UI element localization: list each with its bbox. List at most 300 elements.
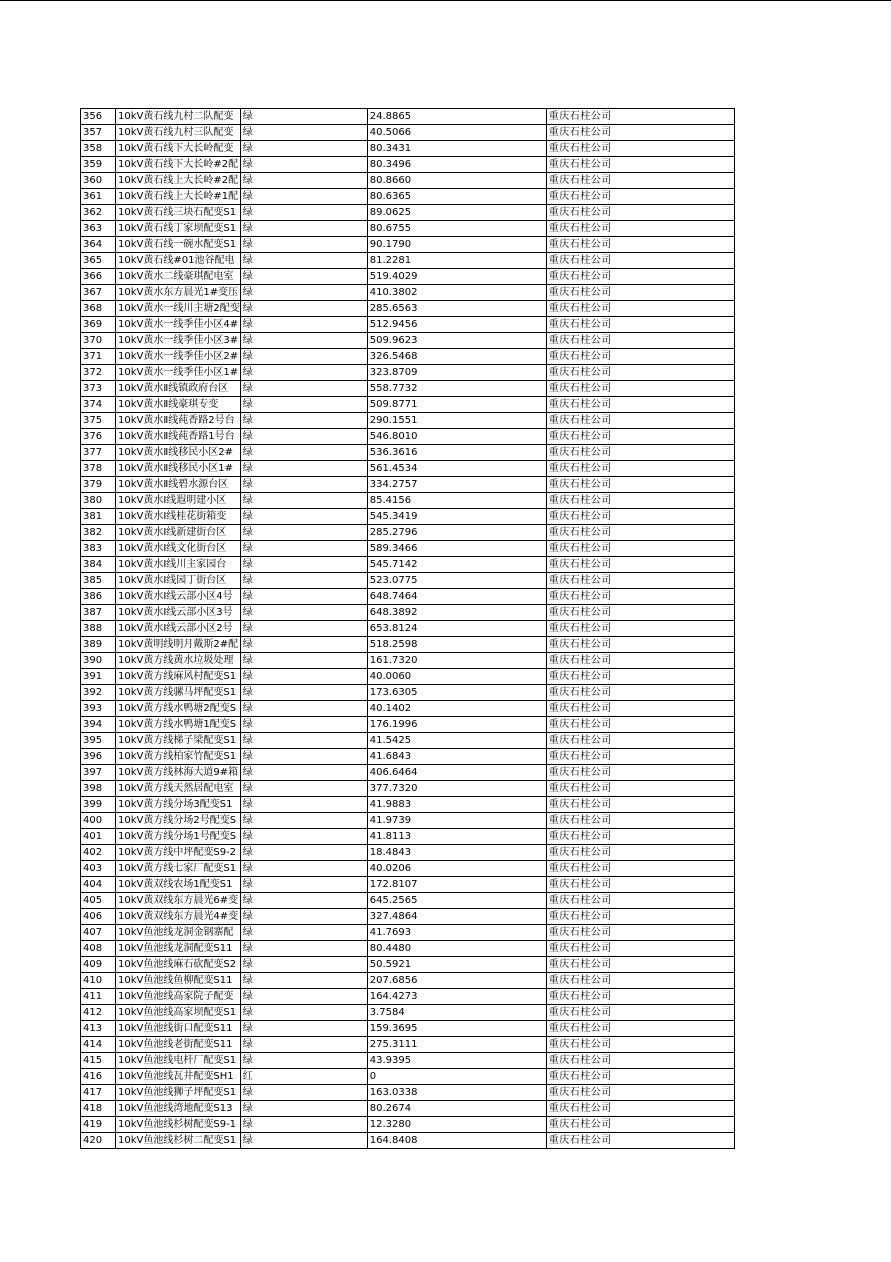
company-cell: 重庆石柱公司	[546, 253, 734, 269]
feeder-name-cell: 10kV黄水Ⅰ线园丁街台区	[116, 573, 241, 589]
value-cell: 50.5921	[367, 957, 546, 973]
status-cell: 绿	[240, 477, 367, 493]
row-number-cell: 387	[81, 605, 116, 621]
feeder-name-cell: 10kV黄石线下大长岭#2配	[116, 157, 241, 173]
value-cell: 164.8408	[367, 1133, 546, 1149]
company-cell: 重庆石柱公司	[546, 653, 734, 669]
value-cell: 512.9456	[367, 317, 546, 333]
row-number-cell: 407	[81, 925, 116, 941]
row-number-cell: 394	[81, 717, 116, 733]
company-cell: 重庆石柱公司	[546, 701, 734, 717]
feeder-name-cell: 10kV黄石线一碗水配变S1	[116, 237, 241, 253]
table-row	[81, 381, 735, 397]
value-cell: 519.4029	[367, 269, 546, 285]
table-row	[81, 397, 735, 413]
company-cell: 重庆石柱公司	[546, 477, 734, 493]
value-cell: 545.3419	[367, 509, 546, 525]
company-cell: 重庆石柱公司	[546, 285, 734, 301]
row-number-cell: 411	[81, 989, 116, 1005]
feeder-name-cell: 10kV鱼池线狮子坪配变S1	[116, 1085, 241, 1101]
feeder-name-cell: 10kV黄方线中坪配变S9-2	[116, 845, 241, 861]
company-cell: 重庆石柱公司	[546, 1021, 734, 1037]
company-cell: 重庆石柱公司	[546, 605, 734, 621]
row-number-cell: 396	[81, 749, 116, 765]
feeder-name-cell: 10kV黄双线东方晨光4#变	[116, 909, 241, 925]
feeder-name-cell: 10kV黄水Ⅱ线移民小区1#	[116, 461, 241, 477]
row-number-cell: 403	[81, 861, 116, 877]
row-number-cell: 416	[81, 1069, 116, 1085]
row-number-cell: 378	[81, 461, 116, 477]
feeder-name-cell: 10kV鱼池线电杆厂配变S1	[116, 1053, 241, 1069]
table-row	[81, 445, 735, 461]
value-cell: 561.4534	[367, 461, 546, 477]
value-cell: 173.6305	[367, 685, 546, 701]
value-cell: 377.7320	[367, 781, 546, 797]
status-cell: 绿	[240, 797, 367, 813]
row-number-cell: 381	[81, 509, 116, 525]
value-cell: 648.7464	[367, 589, 546, 605]
value-cell: 334.2757	[367, 477, 546, 493]
company-cell: 重庆石柱公司	[546, 845, 734, 861]
company-cell: 重庆石柱公司	[546, 813, 734, 829]
value-cell: 80.2674	[367, 1101, 546, 1117]
status-cell: 绿	[240, 813, 367, 829]
company-cell: 重庆石柱公司	[546, 925, 734, 941]
row-number-cell: 372	[81, 365, 116, 381]
table-row	[81, 749, 735, 765]
table-row	[81, 637, 735, 653]
value-cell: 18.4843	[367, 845, 546, 861]
feeder-name-cell: 10kV鱼池线瓦井配变SH1	[116, 1069, 241, 1085]
row-number-cell: 358	[81, 141, 116, 157]
company-cell: 重庆石柱公司	[546, 125, 734, 141]
row-number-cell: 370	[81, 333, 116, 349]
row-number-cell: 375	[81, 413, 116, 429]
status-cell: 绿	[240, 1021, 367, 1037]
value-cell: 323.8709	[367, 365, 546, 381]
feeder-name-cell: 10kV黄水一线季佳小区2#	[116, 349, 241, 365]
table-row	[81, 557, 735, 573]
company-cell: 重庆石柱公司	[546, 349, 734, 365]
value-cell: 159.3695	[367, 1021, 546, 1037]
status-cell: 绿	[240, 525, 367, 541]
feeder-name-cell: 10kV黄水一线川主塘2配变	[116, 301, 241, 317]
feeder-name-cell: 10kV鱼池线龙洞配变S11	[116, 941, 241, 957]
table-row	[81, 477, 735, 493]
value-cell: 80.6755	[367, 221, 546, 237]
row-number-cell: 359	[81, 157, 116, 173]
value-cell: 24.8865	[367, 109, 546, 125]
row-number-cell: 408	[81, 941, 116, 957]
table-row	[81, 413, 735, 429]
table-row	[81, 717, 735, 733]
row-number-cell: 365	[81, 253, 116, 269]
status-cell: 绿	[240, 573, 367, 589]
row-number-cell: 391	[81, 669, 116, 685]
value-cell: 207.6856	[367, 973, 546, 989]
feeder-name-cell: 10kV黄石线九村二队配变	[116, 109, 241, 125]
feeder-name-cell: 10kV黄石线丁家坝配变S1	[116, 221, 241, 237]
table-row	[81, 573, 735, 589]
row-number-cell: 390	[81, 653, 116, 669]
table-row	[81, 1133, 735, 1149]
company-cell: 重庆石柱公司	[546, 141, 734, 157]
status-cell: 绿	[240, 621, 367, 637]
value-cell: 43.9395	[367, 1053, 546, 1069]
company-cell: 重庆石柱公司	[546, 1069, 734, 1085]
value-cell: 80.4480	[367, 941, 546, 957]
status-cell: 绿	[240, 989, 367, 1005]
status-cell: 绿	[240, 973, 367, 989]
feeder-name-cell: 10kV鱼池线杉树配变S9-1	[116, 1117, 241, 1133]
company-cell: 重庆石柱公司	[546, 685, 734, 701]
feeder-name-cell: 10kV黄水Ⅱ线碧水源台区	[116, 477, 241, 493]
row-number-cell: 412	[81, 1005, 116, 1021]
row-number-cell: 360	[81, 173, 116, 189]
status-cell: 绿	[240, 845, 367, 861]
row-number-cell: 364	[81, 237, 116, 253]
company-cell: 重庆石柱公司	[546, 461, 734, 477]
value-cell: 176.1996	[367, 717, 546, 733]
value-cell: 327.4864	[367, 909, 546, 925]
feeder-name-cell: 10kV鱼池线鱼柳配变S11	[116, 973, 241, 989]
row-number-cell: 363	[81, 221, 116, 237]
value-cell: 164.4273	[367, 989, 546, 1005]
status-cell: 绿	[240, 749, 367, 765]
table-row	[81, 845, 735, 861]
status-cell: 绿	[240, 605, 367, 621]
value-cell: 648.3892	[367, 605, 546, 621]
company-cell: 重庆石柱公司	[546, 1101, 734, 1117]
feeder-name-cell: 10kV黄方线柏家竹配变S1	[116, 749, 241, 765]
row-number-cell: 402	[81, 845, 116, 861]
status-cell: 绿	[240, 237, 367, 253]
company-cell: 重庆石柱公司	[546, 429, 734, 445]
company-cell: 重庆石柱公司	[546, 1053, 734, 1069]
value-cell: 509.8771	[367, 397, 546, 413]
feeder-name-cell: 10kV鱼池线高家院子配变	[116, 989, 241, 1005]
value-cell: 0	[367, 1069, 546, 1085]
feeder-name-cell: 10kV黄方线林海大道9#箱	[116, 765, 241, 781]
row-number-cell: 380	[81, 493, 116, 509]
value-cell: 40.0060	[367, 669, 546, 685]
company-cell: 重庆石柱公司	[546, 877, 734, 893]
feeder-name-cell: 10kV黄方线分场1号配变S	[116, 829, 241, 845]
row-number-cell: 376	[81, 429, 116, 445]
table-row	[81, 269, 735, 285]
feeder-name-cell: 10kV黄水Ⅱ线豪琪专变	[116, 397, 241, 413]
value-cell: 12.3280	[367, 1117, 546, 1133]
feeder-name-cell: 10kV黄水Ⅰ线遐明建小区	[116, 493, 241, 509]
row-number-cell: 419	[81, 1117, 116, 1133]
feeder-name-cell: 10kV黄水Ⅱ线移民小区2#	[116, 445, 241, 461]
status-cell: 绿	[240, 1037, 367, 1053]
company-cell: 重庆石柱公司	[546, 333, 734, 349]
status-cell: 绿	[240, 413, 367, 429]
feeder-name-cell: 10kV黄方线黄水垃圾处理	[116, 653, 241, 669]
value-cell: 41.5425	[367, 733, 546, 749]
feeder-name-cell: 10kV黄方线分场2号配变S	[116, 813, 241, 829]
value-cell: 41.9739	[367, 813, 546, 829]
value-cell: 290.1551	[367, 413, 546, 429]
status-cell: 绿	[240, 909, 367, 925]
company-cell: 重庆石柱公司	[546, 957, 734, 973]
value-cell: 545.7142	[367, 557, 546, 573]
company-cell: 重庆石柱公司	[546, 909, 734, 925]
status-cell: 绿	[240, 1117, 367, 1133]
row-number-cell: 389	[81, 637, 116, 653]
company-cell: 重庆石柱公司	[546, 749, 734, 765]
status-cell: 绿	[240, 1085, 367, 1101]
feeder-name-cell: 10kV黄石线上大长岭#2配	[116, 173, 241, 189]
status-cell: 绿	[240, 333, 367, 349]
table-row	[81, 173, 735, 189]
table-row	[81, 141, 735, 157]
table-row	[81, 237, 735, 253]
feeder-name-cell: 10kV黄水Ⅰ线川主家园台	[116, 557, 241, 573]
status-cell: 绿	[240, 733, 367, 749]
row-number-cell: 405	[81, 893, 116, 909]
table-row	[81, 813, 735, 829]
value-cell: 40.1402	[367, 701, 546, 717]
value-cell: 41.7693	[367, 925, 546, 941]
row-number-cell: 377	[81, 445, 116, 461]
table-row	[81, 973, 735, 989]
company-cell: 重庆石柱公司	[546, 1005, 734, 1021]
status-cell: 绿	[240, 253, 367, 269]
feeder-name-cell: 10kV黄方线梯子梁配变S1	[116, 733, 241, 749]
table-row	[81, 653, 735, 669]
feeder-name-cell: 10kV黄水Ⅰ线文化街台区	[116, 541, 241, 557]
table-row	[81, 797, 735, 813]
company-cell: 重庆石柱公司	[546, 541, 734, 557]
row-number-cell: 392	[81, 685, 116, 701]
company-cell: 重庆石柱公司	[546, 413, 734, 429]
feeder-name-cell: 10kV黄水二线豪琪配电室	[116, 269, 241, 285]
status-cell: 绿	[240, 925, 367, 941]
feeder-name-cell: 10kV黄方线水鸭塘1配变S	[116, 717, 241, 733]
value-cell: 80.6365	[367, 189, 546, 205]
value-cell: 80.3431	[367, 141, 546, 157]
value-cell: 85.4156	[367, 493, 546, 509]
feeder-name-cell: 10kV黄水一线季佳小区1#	[116, 365, 241, 381]
table-row	[81, 1021, 735, 1037]
table-row	[81, 605, 735, 621]
value-cell: 589.3466	[367, 541, 546, 557]
status-cell: 绿	[240, 285, 367, 301]
value-cell: 653.8124	[367, 621, 546, 637]
status-cell: 绿	[240, 637, 367, 653]
status-cell: 绿	[240, 445, 367, 461]
company-cell: 重庆石柱公司	[546, 381, 734, 397]
row-number-cell: 382	[81, 525, 116, 541]
status-cell: 绿	[240, 349, 367, 365]
feeder-name-cell: 10kV黄双线东方晨光6#变	[116, 893, 241, 909]
feeder-name-cell: 10kV鱼池线高家坝配变S1	[116, 1005, 241, 1021]
status-cell: 绿	[240, 189, 367, 205]
value-cell: 41.9883	[367, 797, 546, 813]
company-cell: 重庆石柱公司	[546, 509, 734, 525]
company-cell: 重庆石柱公司	[546, 493, 734, 509]
feeder-name-cell: 10kV黄双线农场1配变S1	[116, 877, 241, 893]
value-cell: 90.1790	[367, 237, 546, 253]
value-cell: 3.7584	[367, 1005, 546, 1021]
value-cell: 523.0775	[367, 573, 546, 589]
company-cell: 重庆石柱公司	[546, 189, 734, 205]
row-number-cell: 409	[81, 957, 116, 973]
status-cell: 绿	[240, 557, 367, 573]
value-cell: 275.3111	[367, 1037, 546, 1053]
table-row	[81, 1053, 735, 1069]
value-cell: 558.7732	[367, 381, 546, 397]
status-cell: 绿	[240, 109, 367, 125]
company-cell: 重庆石柱公司	[546, 717, 734, 733]
status-cell: 绿	[240, 765, 367, 781]
status-cell: 绿	[240, 301, 367, 317]
table-row	[81, 909, 735, 925]
row-number-cell: 414	[81, 1037, 116, 1053]
status-cell: 绿	[240, 701, 367, 717]
status-cell: 红	[240, 1069, 367, 1085]
status-cell: 绿	[240, 589, 367, 605]
feeder-name-cell: 10kV黄水Ⅰ线新建街台区	[116, 525, 241, 541]
feeder-name-cell: 10kV黄方线骡马坪配变S1	[116, 685, 241, 701]
status-cell: 绿	[240, 397, 367, 413]
company-cell: 重庆石柱公司	[546, 365, 734, 381]
table-row	[81, 1005, 735, 1021]
table-row	[81, 877, 735, 893]
row-number-cell: 385	[81, 573, 116, 589]
company-cell: 重庆石柱公司	[546, 893, 734, 909]
value-cell: 80.3496	[367, 157, 546, 173]
row-number-cell: 395	[81, 733, 116, 749]
company-cell: 重庆石柱公司	[546, 445, 734, 461]
row-number-cell: 357	[81, 125, 116, 141]
table-row	[81, 301, 735, 317]
table-row	[81, 541, 735, 557]
table-row	[81, 525, 735, 541]
status-cell: 绿	[240, 1101, 367, 1117]
status-cell: 绿	[240, 669, 367, 685]
value-cell: 41.8113	[367, 829, 546, 845]
feeder-name-cell: 10kV黄水Ⅱ线莼香路1号台	[116, 429, 241, 445]
status-cell: 绿	[240, 1133, 367, 1149]
company-cell: 重庆石柱公司	[546, 237, 734, 253]
feeder-name-cell: 10kV黄水I线云部小区4号	[116, 589, 241, 605]
row-number-cell: 406	[81, 909, 116, 925]
status-cell: 绿	[240, 877, 367, 893]
company-cell: 重庆石柱公司	[546, 1037, 734, 1053]
table-row	[81, 461, 735, 477]
feeder-name-cell: 10kV黄水I线云部小区2号	[116, 621, 241, 637]
table-row	[81, 701, 735, 717]
feeder-name-cell: 10kV黄方线七家厂配变S1	[116, 861, 241, 877]
status-cell: 绿	[240, 317, 367, 333]
company-cell: 重庆石柱公司	[546, 301, 734, 317]
feeder-name-cell: 10kV鱼池线老街配变S11	[116, 1037, 241, 1053]
table-row	[81, 493, 735, 509]
status-cell: 绿	[240, 685, 367, 701]
row-number-cell: 398	[81, 781, 116, 797]
value-cell: 285.2796	[367, 525, 546, 541]
value-cell: 41.6843	[367, 749, 546, 765]
value-cell: 326.5468	[367, 349, 546, 365]
company-cell: 重庆石柱公司	[546, 1085, 734, 1101]
table-row	[81, 1069, 735, 1085]
status-cell: 绿	[240, 173, 367, 189]
value-cell: 89.0625	[367, 205, 546, 221]
table-row	[81, 429, 735, 445]
company-cell: 重庆石柱公司	[546, 1133, 734, 1149]
row-number-cell: 400	[81, 813, 116, 829]
row-number-cell: 420	[81, 1133, 116, 1149]
row-number-cell: 368	[81, 301, 116, 317]
feeder-name-cell: 10kV黄石线九村三队配变	[116, 125, 241, 141]
value-cell: 161.7320	[367, 653, 546, 669]
value-cell: 81.2281	[367, 253, 546, 269]
value-cell: 406.6464	[367, 765, 546, 781]
company-cell: 重庆石柱公司	[546, 205, 734, 221]
status-cell: 绿	[240, 781, 367, 797]
feeder-name-cell: 10kV黄水Ⅱ线莼香路2号台	[116, 413, 241, 429]
table-row	[81, 989, 735, 1005]
status-cell: 绿	[240, 1053, 367, 1069]
company-cell: 重庆石柱公司	[546, 781, 734, 797]
table-row	[81, 285, 735, 301]
company-cell: 重庆石柱公司	[546, 525, 734, 541]
value-cell: 80.8660	[367, 173, 546, 189]
value-cell: 285.6563	[367, 301, 546, 317]
status-cell: 绿	[240, 365, 367, 381]
feeder-name-cell: 10kV黄水东方晨光1#变压	[116, 285, 241, 301]
feeder-name-cell: 10kV鱼池线湾地配变S13	[116, 1101, 241, 1117]
company-cell: 重庆石柱公司	[546, 797, 734, 813]
table-row	[81, 205, 735, 221]
value-cell: 509.9623	[367, 333, 546, 349]
table-row	[81, 685, 735, 701]
feeder-name-cell: 10kV黄方线分场3配变S1	[116, 797, 241, 813]
company-cell: 重庆石柱公司	[546, 733, 734, 749]
row-number-cell: 366	[81, 269, 116, 285]
data-table	[80, 108, 735, 1149]
feeder-name-cell: 10kV黄方线麻风村配变S1	[116, 669, 241, 685]
company-cell: 重庆石柱公司	[546, 221, 734, 237]
table-row	[81, 253, 735, 269]
row-number-cell: 417	[81, 1085, 116, 1101]
status-cell: 绿	[240, 461, 367, 477]
status-cell: 绿	[240, 509, 367, 525]
status-cell: 绿	[240, 941, 367, 957]
status-cell: 绿	[240, 717, 367, 733]
feeder-name-cell: 10kV鱼池线杉树二配变S1	[116, 1133, 241, 1149]
row-number-cell: 362	[81, 205, 116, 221]
table-row	[81, 1117, 735, 1133]
status-cell: 绿	[240, 269, 367, 285]
row-number-cell: 410	[81, 973, 116, 989]
value-cell: 40.5066	[367, 125, 546, 141]
company-cell: 重庆石柱公司	[546, 941, 734, 957]
table-row	[81, 669, 735, 685]
company-cell: 重庆石柱公司	[546, 765, 734, 781]
row-number-cell: 361	[81, 189, 116, 205]
table-row	[81, 365, 735, 381]
status-cell: 绿	[240, 1005, 367, 1021]
table-row	[81, 189, 735, 205]
company-cell: 重庆石柱公司	[546, 173, 734, 189]
company-cell: 重庆石柱公司	[546, 157, 734, 173]
top-border-line	[0, 0, 892, 1]
status-cell: 绿	[240, 157, 367, 173]
